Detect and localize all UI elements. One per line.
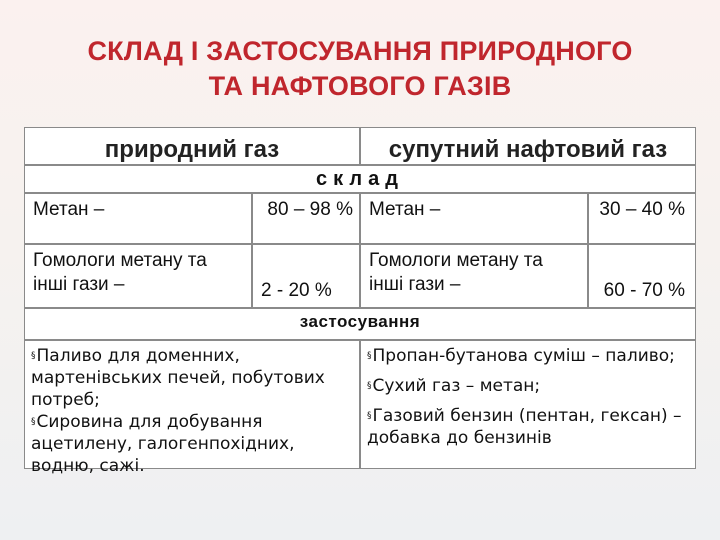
bullet-icon: § [31, 351, 36, 361]
natural-value-label: 2 - 20 % [261, 280, 332, 301]
assoc-component-cell [360, 244, 588, 308]
gas-comparison-table [24, 127, 696, 476]
natural-component-cell [24, 193, 252, 244]
header-associated-gas [360, 127, 696, 165]
slide-title [0, 34, 720, 104]
list-item-text: Газовий бензин (пентан, гексан) – добавка до бензинів [367, 406, 682, 448]
natural-component-label: Гомологи метану та інші гази – [33, 250, 207, 295]
application-subheader-label: застосування [299, 312, 421, 331]
list-item-text: Пропан-бутанова суміш – паливо; [372, 346, 675, 366]
assoc-value-label: 30 – 40 % [599, 199, 685, 220]
header-associated-gas-label: супутний нафтовий газ [388, 136, 668, 163]
natural-component-label: Метан – [33, 199, 105, 220]
bullet-icon: § [31, 417, 36, 427]
title-line-2: ТА НАФТОВОГО ГАЗІВ [208, 71, 512, 101]
list-item [367, 375, 689, 397]
header-natural-gas-label: природний газ [104, 136, 280, 163]
list-item-text: Сировина для добування ацетилену, галогенпохідних, водню, сажі. [31, 412, 295, 476]
bullet-icon: § [367, 381, 372, 391]
composition-subheader-label: склад [316, 167, 404, 190]
list-item [31, 411, 353, 477]
assoc-component-label: Гомологи метану та інші гази – [369, 250, 543, 295]
bullet-icon: § [367, 351, 372, 361]
natural-value-cell [252, 193, 360, 244]
bullet-icon: § [367, 411, 372, 421]
associated-gas-applications [360, 340, 696, 469]
assoc-value-cell [588, 244, 696, 308]
natural-value-label: 80 – 98 % [267, 199, 353, 220]
list-item-text: Сухий газ – метан; [372, 376, 541, 396]
assoc-value-label: 60 - 70 % [603, 280, 685, 301]
list-item [367, 405, 689, 449]
title-line-1: СКЛАД І ЗАСТОСУВАННЯ ПРИРОДНОГО [87, 36, 633, 66]
composition-subheader [24, 165, 696, 193]
list-item-text: Паливо для доменних, мартенівських печей, побутових потреб; [31, 346, 325, 410]
natural-gas-applications [24, 340, 360, 476]
natural-value-cell [252, 244, 360, 308]
assoc-value-cell [588, 193, 696, 244]
application-subheader [24, 308, 696, 340]
list-item [367, 345, 689, 367]
assoc-component-label: Метан – [369, 199, 441, 220]
header-natural-gas [24, 127, 360, 165]
list-item [31, 345, 353, 411]
natural-component-cell [24, 244, 252, 308]
assoc-component-cell [360, 193, 588, 244]
